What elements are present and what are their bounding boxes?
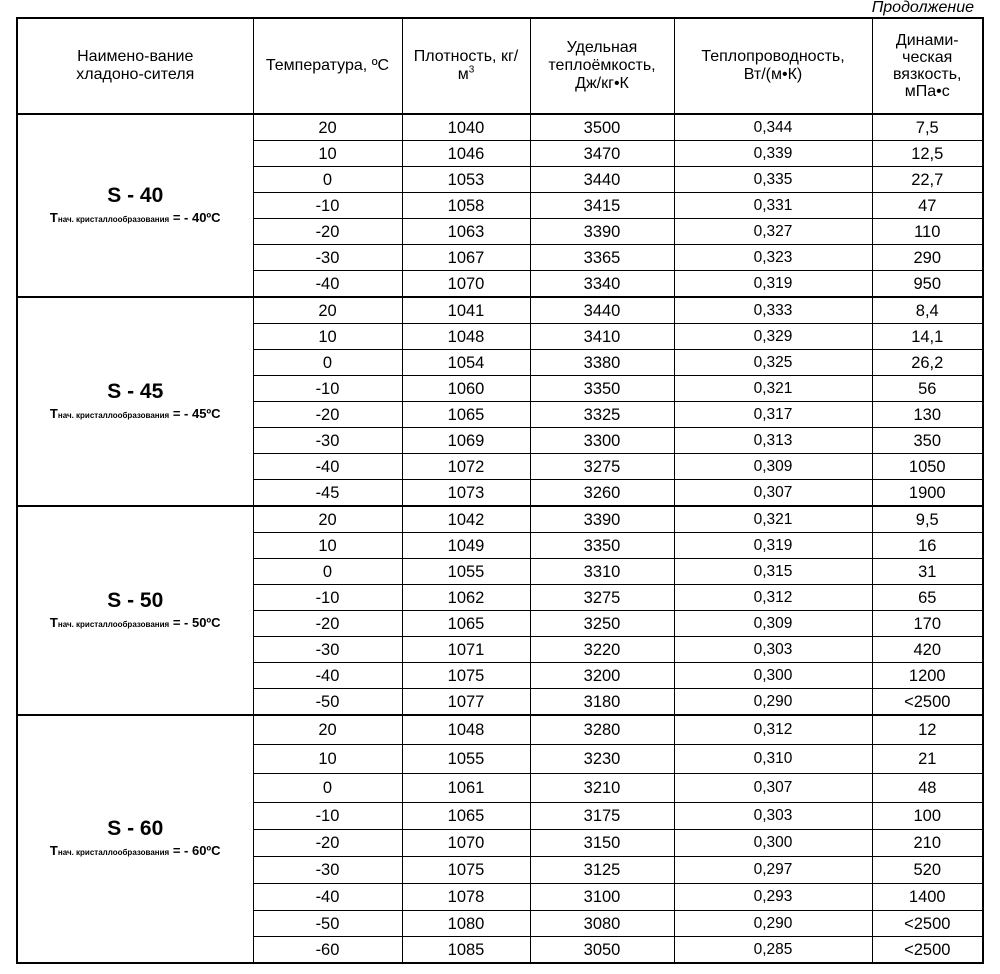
density-cell: 1040 [402, 114, 530, 141]
heat-capacity-cell: 3470 [530, 141, 674, 167]
continuation-label: Продолжение [871, 0, 974, 16]
density-cell: 1054 [402, 350, 530, 376]
viscosity-cell: <2500 [872, 911, 983, 937]
heat-capacity-cell: 3440 [530, 167, 674, 193]
temperature-cell: -50 [253, 689, 402, 716]
temperature-cell: -40 [253, 454, 402, 480]
viscosity-cell: 31 [872, 559, 983, 585]
temperature-cell: -20 [253, 219, 402, 245]
density-cell: 1053 [402, 167, 530, 193]
coolant-name-cell [17, 506, 253, 715]
temperature-cell: -20 [253, 830, 402, 857]
viscosity-cell: 9,5 [872, 506, 983, 533]
temperature-cell: -20 [253, 611, 402, 637]
viscosity-cell: 56 [872, 376, 983, 402]
temperature-cell: -10 [253, 376, 402, 402]
temperature-cell: -40 [253, 884, 402, 911]
temperature-cell: 20 [253, 114, 402, 141]
crystallization-value: = - 45ºС [169, 405, 221, 421]
temperature-cell: -45 [253, 480, 402, 507]
heat-capacity-cell: 3410 [530, 324, 674, 350]
density-cell: 1061 [402, 774, 530, 803]
heat-capacity-cell: 3415 [530, 193, 674, 219]
temperature-cell: 0 [253, 774, 402, 803]
density-cell: 1048 [402, 324, 530, 350]
density-cell: 1078 [402, 884, 530, 911]
conductivity-cell: 0,290 [674, 689, 872, 716]
temperature-cell: 10 [253, 745, 402, 774]
crystallization-subscript: нач. кристаллообразования [57, 214, 170, 224]
heat-capacity-cell: 3310 [530, 559, 674, 585]
crystallization-subscript: нач. кристаллообразования [57, 848, 170, 857]
table-row [17, 297, 983, 324]
crystallization-value: = - 60ºС [169, 843, 221, 858]
coolant-name-cell [17, 297, 253, 506]
viscosity-cell: 12,5 [872, 141, 983, 167]
temperature-cell: -30 [253, 245, 402, 271]
density-cell: 1065 [402, 611, 530, 637]
coolant-grade: S - 45 [107, 379, 164, 403]
conductivity-cell: 0,319 [674, 533, 872, 559]
header-temperature: Температура, ºС [253, 18, 402, 114]
viscosity-cell: <2500 [872, 689, 983, 716]
conductivity-cell: 0,293 [674, 884, 872, 911]
coolant-name-cell [17, 114, 253, 297]
viscosity-cell: 12 [872, 715, 983, 745]
viscosity-cell: 520 [872, 857, 983, 884]
viscosity-cell: 130 [872, 402, 983, 428]
conductivity-cell: 0,303 [674, 637, 872, 663]
conductivity-cell: 0,315 [674, 559, 872, 585]
temperature-cell: -30 [253, 637, 402, 663]
viscosity-cell: 100 [872, 803, 983, 830]
coolant-grade: S - 50 [107, 588, 164, 612]
temperature-cell: 20 [253, 506, 402, 533]
crystallization-temperature [18, 615, 253, 633]
heat-capacity-cell: 3300 [530, 428, 674, 454]
conductivity-cell: 0,327 [674, 219, 872, 245]
heat-capacity-cell: 3210 [530, 774, 674, 803]
density-cell: 1049 [402, 533, 530, 559]
table-row [17, 715, 983, 745]
viscosity-cell: 26,2 [872, 350, 983, 376]
heat-capacity-cell: 3080 [530, 911, 674, 937]
temperature-cell: -10 [253, 585, 402, 611]
temperature-cell: 0 [253, 350, 402, 376]
density-cell: 1048 [402, 715, 530, 745]
crystallization-temperature [18, 406, 253, 424]
density-cell: 1055 [402, 559, 530, 585]
temperature-cell: 0 [253, 559, 402, 585]
conductivity-cell: 0,307 [674, 480, 872, 507]
temperature-cell: 0 [253, 167, 402, 193]
table-body [17, 114, 983, 963]
crystallization-subscript: нач. кристаллообразования [57, 619, 170, 629]
viscosity-cell: 21 [872, 745, 983, 774]
coolant-grade: S - 40 [107, 183, 164, 207]
density-cell: 1065 [402, 803, 530, 830]
density-cell: 1070 [402, 830, 530, 857]
density-cell: 1072 [402, 454, 530, 480]
density-cell: 1069 [402, 428, 530, 454]
density-cell: 1077 [402, 689, 530, 716]
viscosity-cell: 7,5 [872, 114, 983, 141]
density-cell: 1063 [402, 219, 530, 245]
density-cell: 1060 [402, 376, 530, 402]
heat-capacity-cell: 3250 [530, 611, 674, 637]
heat-capacity-cell: 3275 [530, 454, 674, 480]
temperature-cell: 20 [253, 715, 402, 745]
conductivity-cell: 0,312 [674, 715, 872, 745]
heat-capacity-cell: 3390 [530, 219, 674, 245]
conductivity-cell: 0,339 [674, 141, 872, 167]
viscosity-cell: 1200 [872, 663, 983, 689]
coolant-grade: S - 60 [107, 817, 164, 840]
table-row [17, 506, 983, 533]
density-cell: 1080 [402, 911, 530, 937]
crystallization-symbol: Т [49, 209, 58, 225]
density-cell: 1041 [402, 297, 530, 324]
conductivity-cell: 0,285 [674, 937, 872, 964]
crystallization-temperature [18, 843, 253, 861]
viscosity-cell: 290 [872, 245, 983, 271]
heat-capacity-cell: 3365 [530, 245, 674, 271]
viscosity-cell: 950 [872, 271, 983, 298]
heat-capacity-cell: 3125 [530, 857, 674, 884]
temperature-cell: 20 [253, 297, 402, 324]
temperature-cell: -40 [253, 663, 402, 689]
conductivity-cell: 0,331 [674, 193, 872, 219]
viscosity-cell: 16 [872, 533, 983, 559]
density-cell: 1075 [402, 857, 530, 884]
viscosity-cell: 65 [872, 585, 983, 611]
header-row [17, 18, 983, 114]
heat-capacity-cell: 3220 [530, 637, 674, 663]
conductivity-cell: 0,312 [674, 585, 872, 611]
conductivity-cell: 0,335 [674, 167, 872, 193]
density-cell: 1070 [402, 271, 530, 298]
heat-capacity-cell: 3180 [530, 689, 674, 716]
conductivity-cell: 0,290 [674, 911, 872, 937]
conductivity-cell: 0,321 [674, 376, 872, 402]
crystallization-symbol: Т [49, 614, 58, 630]
heat-capacity-cell: 3390 [530, 506, 674, 533]
coolant-name-cell [17, 715, 253, 963]
viscosity-cell: 170 [872, 611, 983, 637]
viscosity-cell: 22,7 [872, 167, 983, 193]
conductivity-cell: 0,310 [674, 745, 872, 774]
heat-capacity-cell: 3260 [530, 480, 674, 507]
viscosity-cell: 420 [872, 637, 983, 663]
header-conductivity: Теплопроводность, Вт/(м•К) [674, 18, 872, 114]
viscosity-cell: 8,4 [872, 297, 983, 324]
heat-capacity-cell: 3150 [530, 830, 674, 857]
conductivity-cell: 0,317 [674, 402, 872, 428]
density-cell: 1065 [402, 402, 530, 428]
density-cell: 1075 [402, 663, 530, 689]
conductivity-cell: 0,333 [674, 297, 872, 324]
heat-capacity-cell: 3440 [530, 297, 674, 324]
viscosity-cell: 1900 [872, 480, 983, 507]
crystallization-value: = - 40ºС [169, 209, 221, 225]
density-cell: 1073 [402, 480, 530, 507]
conductivity-cell: 0,300 [674, 663, 872, 689]
temperature-cell: -40 [253, 271, 402, 298]
viscosity-cell: 14,1 [872, 324, 983, 350]
temperature-cell: 10 [253, 324, 402, 350]
temperature-cell: -10 [253, 803, 402, 830]
heat-capacity-cell: 3500 [530, 114, 674, 141]
heat-capacity-cell: 3350 [530, 376, 674, 402]
crystallization-symbol: Т [49, 405, 58, 421]
heat-capacity-cell: 3200 [530, 663, 674, 689]
heat-capacity-cell: 3275 [530, 585, 674, 611]
crystallization-subscript: нач. кристаллообразования [57, 410, 170, 420]
heat-capacity-cell: 3230 [530, 745, 674, 774]
density-cell: 1055 [402, 745, 530, 774]
density-cell: 1042 [402, 506, 530, 533]
crystallization-temperature [18, 210, 253, 228]
heat-capacity-cell: 3050 [530, 937, 674, 964]
temperature-cell: -20 [253, 402, 402, 428]
conductivity-cell: 0,344 [674, 114, 872, 141]
viscosity-cell: 210 [872, 830, 983, 857]
header-density [402, 18, 530, 114]
conductivity-cell: 0,313 [674, 428, 872, 454]
viscosity-cell: 48 [872, 774, 983, 803]
conductivity-cell: 0,309 [674, 611, 872, 637]
density-cell: 1071 [402, 637, 530, 663]
viscosity-cell: <2500 [872, 937, 983, 964]
crystallization-value: = - 50ºС [169, 614, 221, 630]
coolant-properties-table [16, 17, 984, 964]
heat-capacity-cell: 3175 [530, 803, 674, 830]
header-density-label: Плотность, кг/м [413, 48, 519, 83]
heat-capacity-cell: 3380 [530, 350, 674, 376]
temperature-cell: -60 [253, 937, 402, 964]
density-cell: 1062 [402, 585, 530, 611]
conductivity-cell: 0,303 [674, 803, 872, 830]
conductivity-cell: 0,323 [674, 245, 872, 271]
conductivity-cell: 0,300 [674, 830, 872, 857]
density-cell: 1067 [402, 245, 530, 271]
viscosity-cell: 350 [872, 428, 983, 454]
conductivity-cell: 0,329 [674, 324, 872, 350]
heat-capacity-cell: 3340 [530, 271, 674, 298]
heat-capacity-cell: 3325 [530, 402, 674, 428]
heat-capacity-cell: 3100 [530, 884, 674, 911]
table-row [17, 114, 983, 141]
heat-capacity-cell: 3280 [530, 715, 674, 745]
conductivity-cell: 0,319 [674, 271, 872, 298]
header-heat-capacity: Удельная теплоёмкость, Дж/кг•К [530, 18, 674, 114]
density-cell: 1046 [402, 141, 530, 167]
temperature-cell: -30 [253, 428, 402, 454]
viscosity-cell: 1050 [872, 454, 983, 480]
viscosity-cell: 47 [872, 193, 983, 219]
temperature-cell: -30 [253, 857, 402, 884]
conductivity-cell: 0,297 [674, 857, 872, 884]
conductivity-cell: 0,307 [674, 774, 872, 803]
conductivity-cell: 0,309 [674, 454, 872, 480]
viscosity-cell: 110 [872, 219, 983, 245]
conductivity-cell: 0,321 [674, 506, 872, 533]
header-viscosity: Динами-ческая вязкость, мПа•с [872, 18, 983, 114]
crystallization-symbol: Т [49, 843, 58, 858]
header-name: Наимено-вание хладоно-сителя [17, 18, 253, 114]
header-density-sup: 3 [468, 64, 475, 76]
temperature-cell: 10 [253, 141, 402, 167]
viscosity-cell: 1400 [872, 884, 983, 911]
density-cell: 1058 [402, 193, 530, 219]
temperature-cell: -10 [253, 193, 402, 219]
temperature-cell: -50 [253, 911, 402, 937]
density-cell: 1085 [402, 937, 530, 964]
temperature-cell: 10 [253, 533, 402, 559]
conductivity-cell: 0,325 [674, 350, 872, 376]
heat-capacity-cell: 3350 [530, 533, 674, 559]
